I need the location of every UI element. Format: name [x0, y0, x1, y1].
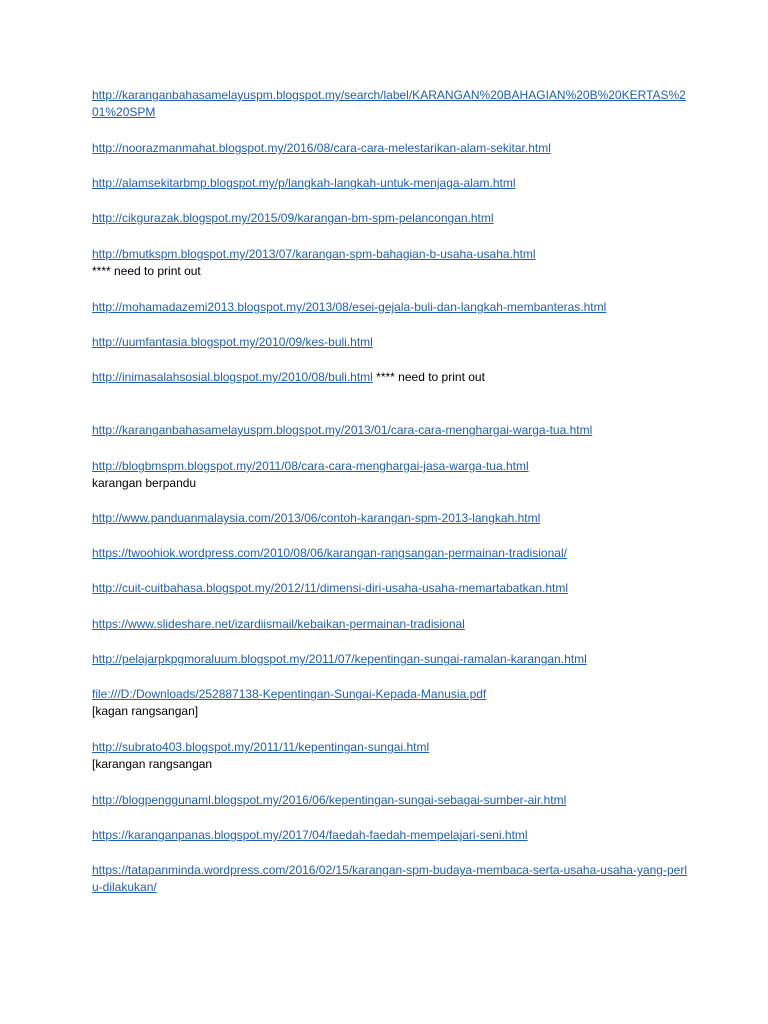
- list-item: [92, 580, 692, 597]
- list-item: [92, 827, 692, 844]
- link[interactable]: http://noorazmanmahat.blogspot.my/2016/08/cara-cara-melestarikan-alam-sekitar.html: [92, 141, 551, 155]
- link[interactable]: http://cuit-cuitbahasa.blogspot.my/2012/11/dimensi-diri-usaha-usaha-memartabatkan.html: [92, 581, 569, 595]
- list-item: [92, 792, 692, 809]
- link[interactable]: http://inimasalahsosial.blogspot.my/2010/08/buli.html: [92, 370, 373, 384]
- link[interactable]: http://mohamadazemi2013.blogspot.my/2013/08/esei-gejala-buli-dan-langkah-membanteras.html: [92, 300, 607, 314]
- link[interactable]: http://bmutkspm.blogspot.my/2013/07/karangan-spm-bahagian-b-usaha-usaha.html: [92, 247, 536, 261]
- link[interactable]: http://blogpenggunaml.blogspot.my/2016/06/kepentingan-sungai-sebagai-sumber-air.html: [92, 793, 567, 807]
- note-text: **** need to print out: [376, 370, 485, 384]
- note-text: [karangan rangsangan: [92, 757, 213, 771]
- list-item: [92, 246, 692, 280]
- list-item: [92, 210, 692, 227]
- link[interactable]: http://pelajarpkpgmoraluum.blogspot.my/2011/07/kepentingan-sungai-ramalan-karangan.html: [92, 652, 587, 666]
- link[interactable]: http://subrato403.blogspot.my/2011/11/kepentingan-sungai.html: [92, 740, 430, 754]
- list-item: [92, 686, 692, 720]
- list-item: [92, 616, 692, 633]
- link[interactable]: https://tatapanminda.wordpress.com/2016/02/15/karangan-spm-budaya-membaca-serta-usaha-usaha-yang-perlu-dilakukan/: [92, 863, 687, 894]
- link[interactable]: https://karanganpanas.blogspot.my/2017/04/faedah-faedah-mempelajari-seni.html: [92, 828, 528, 842]
- link[interactable]: http://uumfantasia.blogspot.my/2010/09/kes-buli.html: [92, 335, 373, 349]
- link[interactable]: https://twoohiok.wordpress.com/2010/08/06/karangan-rangsangan-permainan-tradisional/: [92, 546, 567, 560]
- list-item: [92, 369, 692, 386]
- list-item: [92, 175, 692, 192]
- list-item: [92, 334, 692, 351]
- link[interactable]: https://www.slideshare.net/izardiismail/kebaikan-permainan-tradisional: [92, 617, 465, 631]
- list-item: [92, 299, 692, 316]
- link[interactable]: http://karanganbahasamelayuspm.blogspot.my/search/label/KARANGAN%20BAHAGIAN%20B%20KERTAS%201%20SPM: [92, 88, 686, 119]
- link[interactable]: http://alamsekitarbmp.blogspot.my/p/langkah-langkah-untuk-menjaga-alam.html: [92, 176, 516, 190]
- link[interactable]: http://karanganbahasamelayuspm.blogspot.my/2013/01/cara-cara-menghargai-warga-tua.html: [92, 423, 593, 437]
- note-text: karangan berpandu: [92, 476, 197, 490]
- list-item: [92, 862, 692, 896]
- list-item: [92, 87, 692, 121]
- note-text: [kagan rangsangan]: [92, 704, 199, 718]
- note-text: **** need to print out: [92, 264, 201, 278]
- link[interactable]: file:///D:/Downloads/252887138-Kepentingan-Sungai-Kepada-Manusia.pdf: [92, 687, 487, 701]
- list-item: [92, 739, 692, 773]
- list-item: [92, 422, 692, 439]
- list-item: [92, 651, 692, 668]
- list-item: [92, 510, 692, 527]
- list-item: [92, 458, 692, 492]
- link[interactable]: http://www.panduanmalaysia.com/2013/06/contoh-karangan-spm-2013-langkah.html: [92, 511, 541, 525]
- link[interactable]: http://cikgurazak.blogspot.my/2015/09/karangan-bm-spm-pelancongan.html: [92, 211, 494, 225]
- list-item: [92, 545, 692, 562]
- link[interactable]: http://blogbmspm.blogspot.my/2011/08/cara-cara-menghargai-jasa-warga-tua.html: [92, 459, 529, 473]
- list-item: [92, 140, 692, 157]
